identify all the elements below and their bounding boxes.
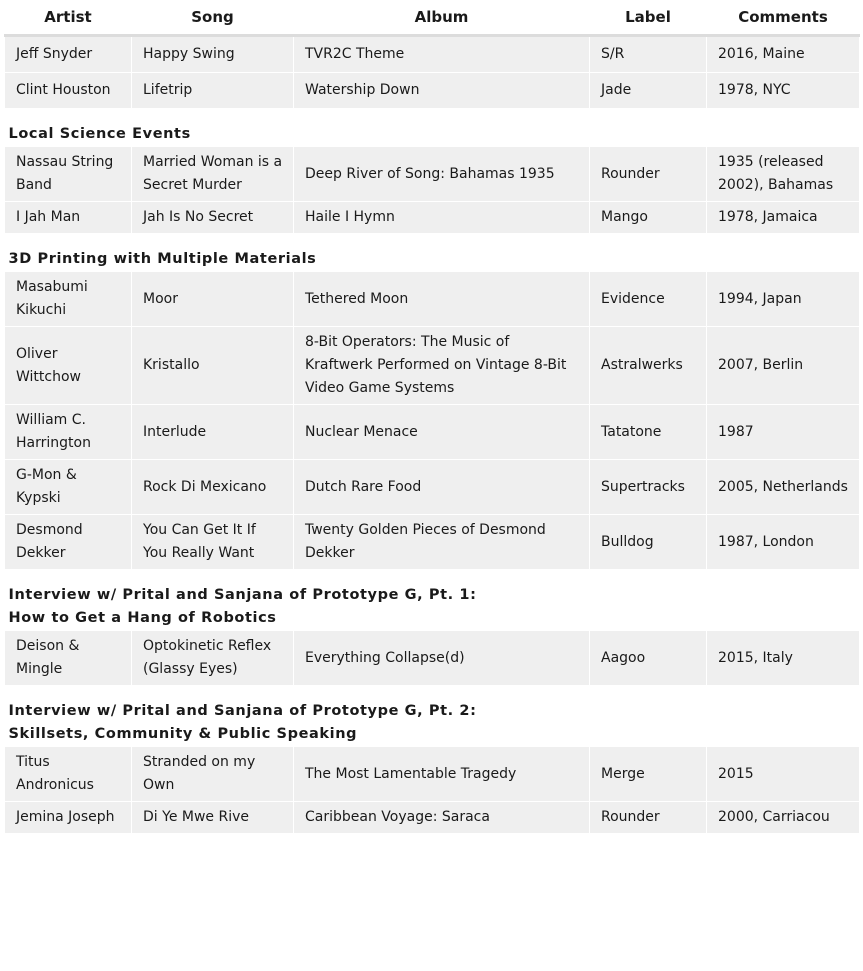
section-gap bbox=[5, 570, 860, 581]
label-cell: Astralwerks bbox=[590, 327, 707, 405]
comments-cell: 2016, Maine bbox=[707, 36, 860, 73]
label-cell: Merge bbox=[590, 747, 707, 802]
label-cell: S/R bbox=[590, 36, 707, 73]
header-comments: Comments bbox=[707, 0, 860, 36]
label-cell: Rounder bbox=[590, 147, 707, 202]
song-cell: Happy Swing bbox=[132, 36, 294, 73]
table-row bbox=[5, 515, 860, 570]
header-label: Label bbox=[590, 0, 707, 36]
song-cell: Rock Di Mexicano bbox=[132, 460, 294, 515]
section-gap bbox=[5, 686, 860, 697]
artist-cell: G-Mon & Kypski bbox=[5, 460, 132, 515]
section-title-row bbox=[5, 696, 860, 747]
section-gap bbox=[5, 234, 860, 245]
label-cell: Mango bbox=[590, 202, 707, 234]
album-cell: Tethered Moon bbox=[294, 272, 590, 327]
comments-cell: 2005, Netherlands bbox=[707, 460, 860, 515]
comments-cell: 2015 bbox=[707, 747, 860, 802]
comments-cell: 2000, Carriacou bbox=[707, 802, 860, 834]
section-title: Local Science Events bbox=[8, 126, 191, 142]
table-row bbox=[5, 147, 860, 202]
header-album: Album bbox=[294, 0, 590, 36]
label-cell: Aagoo bbox=[590, 631, 707, 686]
album-cell: TVR2C Theme bbox=[294, 36, 590, 73]
album-cell: Haile I Hymn bbox=[294, 202, 590, 234]
album-cell: 8-Bit Operators: The Music of Kraftwerk Performed on Vintage 8-Bit Video Game Systems bbox=[294, 327, 590, 405]
artist-cell: Titus Andronicus bbox=[5, 747, 132, 802]
comments-cell: 1978, NYC bbox=[707, 73, 860, 109]
artist-cell: Deison & Mingle bbox=[5, 631, 132, 686]
comments-cell: 2007, Berlin bbox=[707, 327, 860, 405]
table-row bbox=[5, 631, 860, 686]
song-cell: Lifetrip bbox=[132, 73, 294, 109]
artist-cell: Jeff Snyder bbox=[5, 36, 132, 73]
table-row bbox=[5, 327, 860, 405]
song-cell: Di Ye Mwe Rive bbox=[132, 802, 294, 834]
label-cell: Supertracks bbox=[590, 460, 707, 515]
album-cell: Watership Down bbox=[294, 73, 590, 109]
header-song: Song bbox=[132, 0, 294, 36]
label-cell: Jade bbox=[590, 73, 707, 109]
song-cell: Interlude bbox=[132, 405, 294, 460]
album-cell: Nuclear Menace bbox=[294, 405, 590, 460]
comments-cell: 1994, Japan bbox=[707, 272, 860, 327]
artist-cell: I Jah Man bbox=[5, 202, 132, 234]
playlist-table bbox=[4, 0, 860, 834]
song-cell: Stranded on my Own bbox=[132, 747, 294, 802]
artist-cell: William C. Harrington bbox=[5, 405, 132, 460]
artist-cell: Oliver Wittchow bbox=[5, 327, 132, 405]
header-row bbox=[5, 0, 860, 36]
artist-cell: Jemina Joseph bbox=[5, 802, 132, 834]
song-cell: Optokinetic Reflex (Glassy Eyes) bbox=[132, 631, 294, 686]
album-cell: Twenty Golden Pieces of Desmond Dekker bbox=[294, 515, 590, 570]
table-row bbox=[5, 36, 860, 73]
comments-cell: 1978, Jamaica bbox=[707, 202, 860, 234]
section-title-row bbox=[5, 244, 860, 272]
song-cell: Kristallo bbox=[132, 327, 294, 405]
table-row bbox=[5, 802, 860, 834]
artist-cell: Clint Houston bbox=[5, 73, 132, 109]
label-cell: Bulldog bbox=[590, 515, 707, 570]
section-title: Interview w/ Prital and Sanjana of Prototype G, Pt. 2: Skillsets, Community & Public Speaking bbox=[8, 703, 477, 742]
table-row bbox=[5, 272, 860, 327]
table-row bbox=[5, 405, 860, 460]
section-title: 3D Printing with Multiple Materials bbox=[8, 251, 317, 267]
artist-cell: Desmond Dekker bbox=[5, 515, 132, 570]
section-title: Interview w/ Prital and Sanjana of Prototype G, Pt. 1: How to Get a Hang of Robotics bbox=[8, 587, 477, 626]
album-cell: The Most Lamentable Tragedy bbox=[294, 747, 590, 802]
header-artist: Artist bbox=[5, 0, 132, 36]
comments-cell: 1935 (released 2002), Bahamas bbox=[707, 147, 860, 202]
table-row bbox=[5, 73, 860, 109]
section-title-row bbox=[5, 580, 860, 631]
comments-cell: 1987 bbox=[707, 405, 860, 460]
label-cell: Tatatone bbox=[590, 405, 707, 460]
album-cell: Deep River of Song: Bahamas 1935 bbox=[294, 147, 590, 202]
song-cell: Married Woman is a Secret Murder bbox=[132, 147, 294, 202]
label-cell: Rounder bbox=[590, 802, 707, 834]
album-cell: Everything Collapse(d) bbox=[294, 631, 590, 686]
song-cell: Jah Is No Secret bbox=[132, 202, 294, 234]
comments-cell: 2015, Italy bbox=[707, 631, 860, 686]
comments-cell: 1987, London bbox=[707, 515, 860, 570]
song-cell: You Can Get It If You Really Want bbox=[132, 515, 294, 570]
table-row bbox=[5, 460, 860, 515]
label-cell: Evidence bbox=[590, 272, 707, 327]
song-cell: Moor bbox=[132, 272, 294, 327]
table-row bbox=[5, 202, 860, 234]
artist-cell: Nassau String Band bbox=[5, 147, 132, 202]
album-cell: Dutch Rare Food bbox=[294, 460, 590, 515]
section-gap bbox=[5, 109, 860, 120]
section-title-row bbox=[5, 119, 860, 147]
artist-cell: Masabumi Kikuchi bbox=[5, 272, 132, 327]
album-cell: Caribbean Voyage: Saraca bbox=[294, 802, 590, 834]
table-row bbox=[5, 747, 860, 802]
